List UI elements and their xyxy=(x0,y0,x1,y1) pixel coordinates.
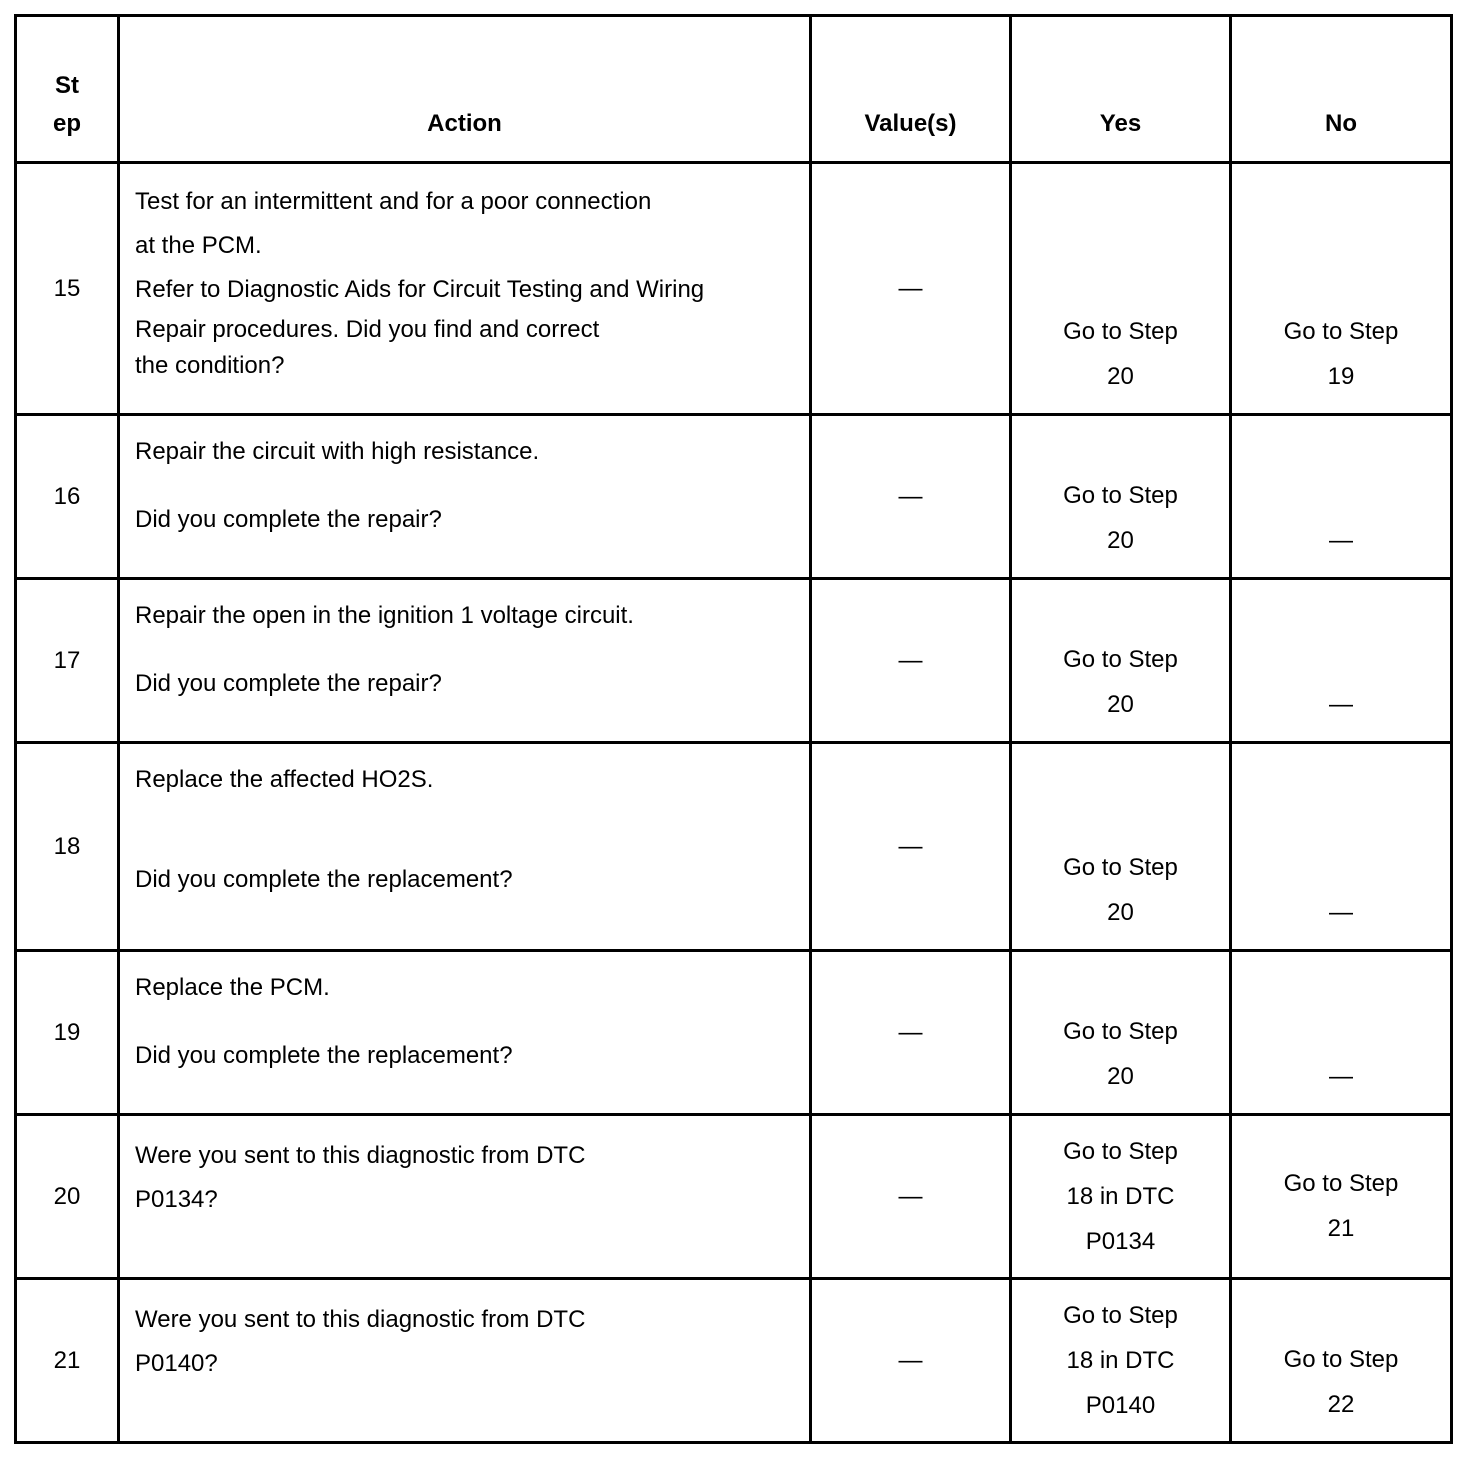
yes-line: P0140 xyxy=(1085,1392,1156,1419)
action-line: Replace the PCM. xyxy=(135,974,330,1001)
no-cell xyxy=(1231,743,1452,951)
action-cell xyxy=(119,1279,811,1443)
header-step-line1: St xyxy=(55,72,79,99)
no-line: 21 xyxy=(1327,1215,1355,1242)
value-dash: — xyxy=(898,646,923,674)
yes-line: 20 xyxy=(1107,1063,1134,1090)
step-number: 15 xyxy=(16,163,119,415)
action-line: Repair the circuit with high resistance. xyxy=(135,438,540,465)
no-line: Go to Step xyxy=(1283,1346,1399,1373)
value-cell xyxy=(811,163,1011,415)
header-step xyxy=(16,16,119,163)
value-cell xyxy=(811,1115,1011,1279)
value-dash: — xyxy=(898,274,923,302)
no-cell xyxy=(1231,579,1452,743)
no-line: — xyxy=(1329,899,1353,926)
yes-cell xyxy=(1011,163,1231,415)
yes-cell xyxy=(1011,743,1231,951)
header-no: No xyxy=(1231,16,1452,163)
table-row xyxy=(16,951,1452,1115)
step-number: 21 xyxy=(16,1279,119,1443)
table-row xyxy=(16,163,1452,415)
value-dash: — xyxy=(898,832,923,860)
yes-cell xyxy=(1011,1115,1231,1279)
no-cell xyxy=(1231,163,1452,415)
value-dash: — xyxy=(898,1346,923,1374)
yes-line: 20 xyxy=(1107,899,1134,926)
step-number: 18 xyxy=(16,743,119,951)
action-line: P0134? xyxy=(135,1186,218,1213)
no-line: Go to Step xyxy=(1283,318,1399,345)
yes-cell xyxy=(1011,951,1231,1115)
action-cell xyxy=(119,743,811,951)
value-cell xyxy=(811,1279,1011,1443)
action-line: the condition? xyxy=(135,352,285,379)
value-cell xyxy=(811,951,1011,1115)
value-cell xyxy=(811,743,1011,951)
action-cell xyxy=(119,951,811,1115)
action-line: Test for an intermittent and for a poor connection xyxy=(135,188,652,215)
value-dash: — xyxy=(898,482,923,510)
header-values: Value(s) xyxy=(811,16,1011,163)
step-number: 19 xyxy=(16,951,119,1115)
value-cell xyxy=(811,415,1011,579)
step-number: 20 xyxy=(16,1115,119,1279)
no-cell xyxy=(1231,415,1452,579)
header-step-line2: ep xyxy=(52,110,81,137)
yes-line: Go to Step xyxy=(1063,646,1178,673)
header-action: Action xyxy=(119,16,811,163)
action-line: Replace the affected HO2S. xyxy=(135,766,434,793)
value-cell xyxy=(811,579,1011,743)
yes-line: 20 xyxy=(1107,527,1134,554)
yes-line: 20 xyxy=(1107,691,1134,718)
action-line: Were you sent to this diagnostic from DTC xyxy=(135,1306,586,1333)
action-line: Repair procedures. Did you find and correct xyxy=(135,316,600,343)
yes-line: Go to Step xyxy=(1063,482,1178,509)
no-cell xyxy=(1231,1115,1452,1279)
value-dash: — xyxy=(898,1182,923,1210)
header-yes: Yes xyxy=(1011,16,1231,163)
table-row xyxy=(16,579,1452,743)
yes-line: Go to Step xyxy=(1063,318,1178,345)
no-line: — xyxy=(1329,691,1353,718)
yes-line: 20 xyxy=(1107,363,1134,390)
action-line: Refer to Diagnostic Aids for Circuit Testing and Wiring xyxy=(135,276,705,303)
yes-cell xyxy=(1011,1279,1231,1443)
action-cell xyxy=(119,1115,811,1279)
action-line: P0140? xyxy=(135,1350,218,1377)
no-line: — xyxy=(1329,527,1353,554)
no-line: — xyxy=(1329,1063,1353,1090)
action-line: Did you complete the repair? xyxy=(135,670,442,697)
action-line: Were you sent to this diagnostic from DTC xyxy=(135,1142,586,1169)
action-line: Repair the open in the ignition 1 voltage circuit. xyxy=(135,602,634,629)
yes-line: 18 in DTC xyxy=(1066,1347,1175,1374)
diagnostic-table xyxy=(14,14,1453,1444)
action-cell xyxy=(119,163,811,415)
table-row xyxy=(16,1279,1452,1443)
yes-line: Go to Step xyxy=(1063,1138,1178,1165)
action-line: Did you complete the repair? xyxy=(135,506,442,533)
action-line: at the PCM. xyxy=(135,232,262,259)
action-cell xyxy=(119,415,811,579)
yes-cell xyxy=(1011,415,1231,579)
yes-line: 18 in DTC xyxy=(1066,1183,1175,1210)
value-dash: — xyxy=(898,1018,923,1046)
yes-line: Go to Step xyxy=(1063,1302,1178,1329)
yes-line: P0134 xyxy=(1085,1228,1156,1255)
action-line: Did you complete the replacement? xyxy=(135,1042,513,1069)
table-row xyxy=(16,415,1452,579)
yes-line: Go to Step xyxy=(1063,1018,1178,1045)
action-line: Did you complete the replacement? xyxy=(135,866,513,893)
table-row xyxy=(16,743,1452,951)
no-line: 19 xyxy=(1327,363,1355,390)
no-cell xyxy=(1231,1279,1452,1443)
no-cell xyxy=(1231,951,1452,1115)
table-row xyxy=(16,1115,1452,1279)
action-cell xyxy=(119,579,811,743)
yes-line: Go to Step xyxy=(1063,854,1178,881)
header-row xyxy=(16,16,1452,163)
yes-cell xyxy=(1011,579,1231,743)
no-line: Go to Step xyxy=(1283,1170,1399,1197)
no-line: 22 xyxy=(1327,1391,1355,1418)
step-number: 16 xyxy=(16,415,119,579)
step-number: 17 xyxy=(16,579,119,743)
